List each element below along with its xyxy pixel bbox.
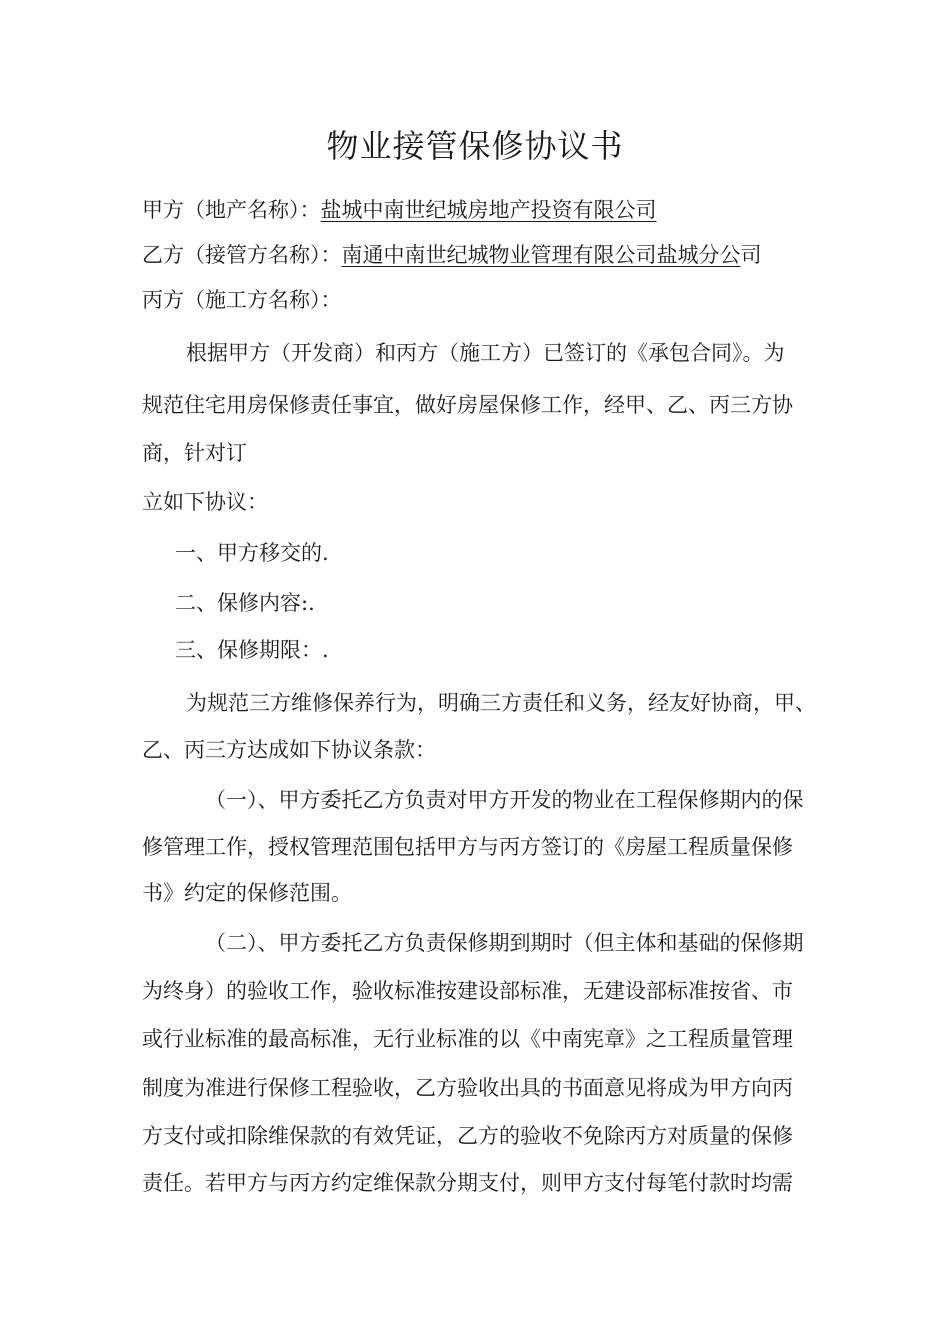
clause-2-line-1: （二）、甲方委托乙方负责保修期到期时（但主体和基础的保修期 bbox=[205, 931, 804, 955]
clause-1-line-3: 书》约定的保修范围。 bbox=[142, 881, 352, 905]
clause-1-line-2: 修管理工作，授权管理范围包括甲方与丙方签订的《房屋工程质量保修 bbox=[142, 835, 793, 859]
item-1: 一、甲方移交的. bbox=[175, 541, 329, 565]
party-b-line bbox=[142, 240, 762, 270]
clause-2-line-6: 责任。若甲方与丙方约定维保款分期支付，则甲方支付每笔付款时均需 bbox=[142, 1171, 793, 1195]
purpose-line-1: 为规范三方维修保养行为，明确三方责任和义务，经友好协商，甲、 bbox=[186, 691, 816, 715]
intro-line-3: 商，针对订 bbox=[142, 441, 247, 465]
clause-2-line-4: 制度为准进行保修工程验收，乙方验收出具的书面意见将成为甲方向丙 bbox=[142, 1076, 793, 1100]
clause-2-line-5: 方支付或扣除维保款的有效凭证，乙方的验收不免除丙方对质量的保修 bbox=[142, 1124, 793, 1148]
document-title: 物业接管保修协议书 bbox=[326, 127, 624, 165]
purpose-line-2: 乙、丙三方达成如下协议条款： bbox=[142, 738, 436, 762]
clause-2-line-2: 为终身）的验收工作，验收标准按建设部标准，无建设部标准按省、市 bbox=[142, 979, 793, 1003]
intro-line-1: 根据甲方（开发商）和丙方（施工方）已签订的《承包合同》。为 bbox=[186, 341, 785, 365]
party-c-label: 丙方（施工方名称）： bbox=[142, 288, 342, 312]
item-2: 二、保修内容:. bbox=[175, 591, 315, 615]
intro-line-4: 立如下协议： bbox=[142, 490, 268, 514]
party-a-line bbox=[142, 195, 657, 225]
party-c-line bbox=[142, 285, 342, 315]
party-b-name-tail: 司 bbox=[740, 243, 762, 267]
item-3: 三、保修期限：. bbox=[175, 638, 329, 662]
party-b-name: 南通中南世纪城物业管理有限公司盐城分公 bbox=[341, 243, 741, 267]
clause-2-line-3: 或行业标准的最高标准，无行业标准的以《中南宪章》之工程质量管理 bbox=[142, 1027, 793, 1051]
intro-line-2: 规范住宅用房保修责任事宜，做好房屋保修工作，经甲、乙、丙三方协 bbox=[142, 393, 793, 417]
party-a-label: 甲方（地产名称）： bbox=[142, 198, 321, 222]
clause-1-line-1: （一）、甲方委托乙方负责对甲方开发的物业在工程保修期内的保 bbox=[205, 788, 804, 812]
party-a-name: 盐城中南世纪城房地产投资有限公司 bbox=[320, 198, 657, 222]
party-b-label: 乙方（接管方名称）： bbox=[142, 243, 342, 267]
